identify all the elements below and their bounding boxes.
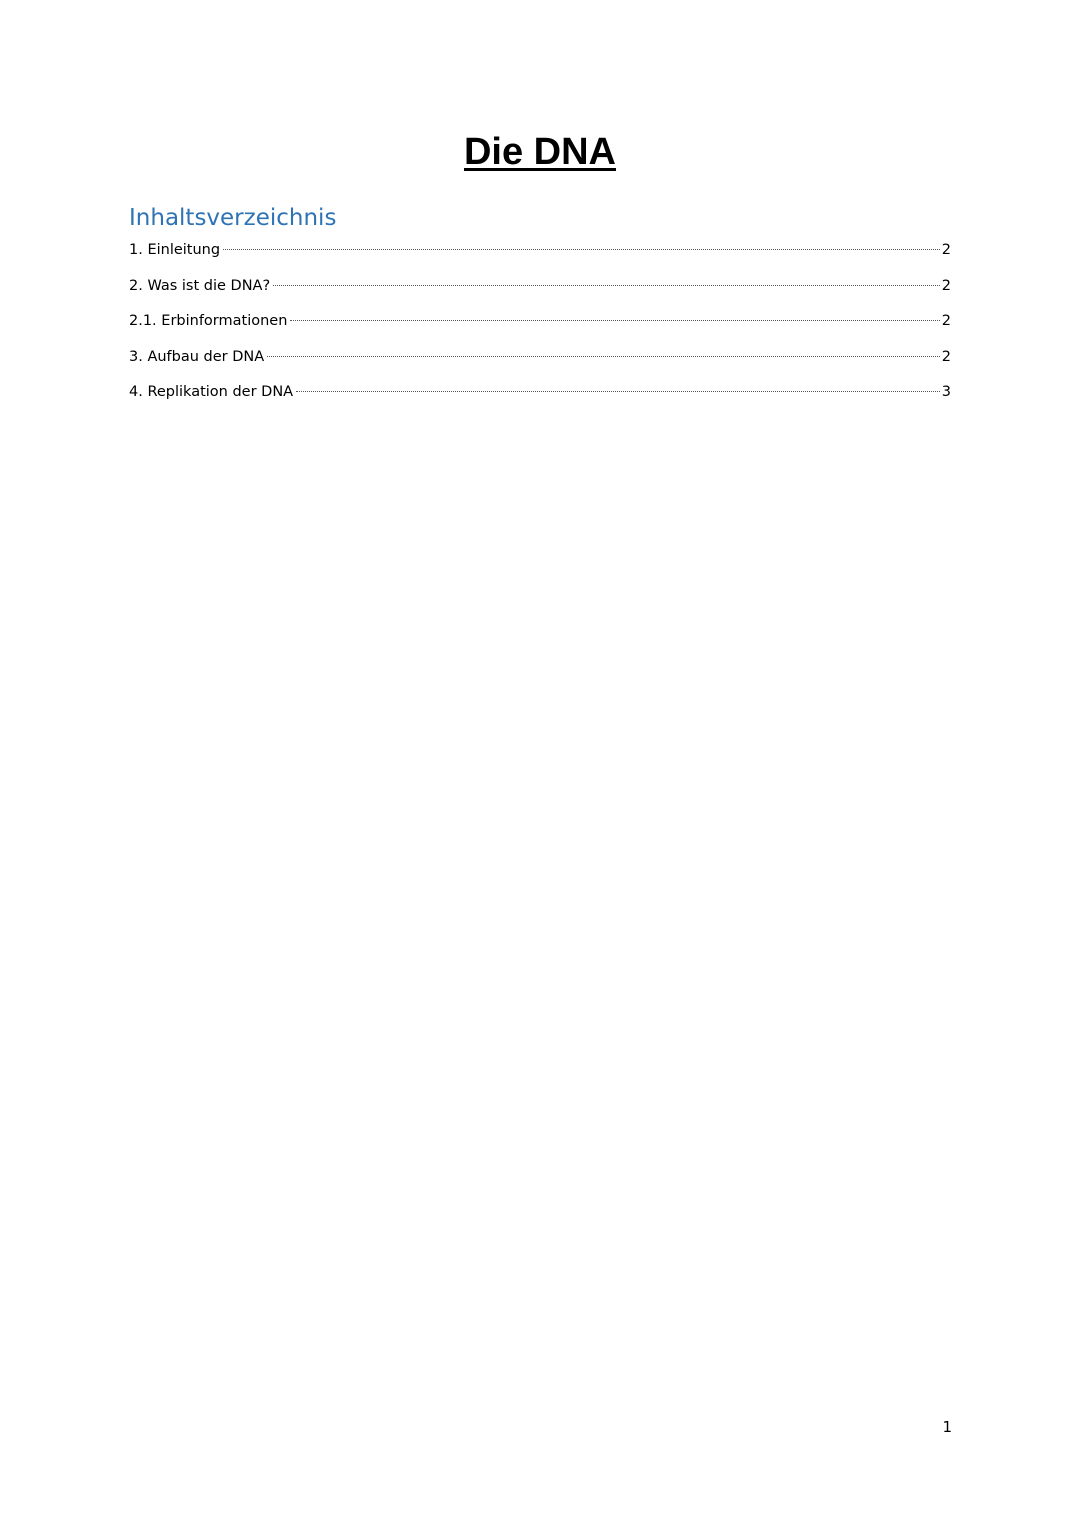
toc-dot-leader	[223, 249, 940, 250]
toc-entry-aufbau-der-dna[interactable]	[129, 345, 951, 381]
toc-entry-page: 2	[941, 277, 951, 294]
toc-entry-einleitung[interactable]	[129, 238, 951, 274]
page-number: 1	[942, 1418, 952, 1436]
toc-entry-label: 2.1. Erbinformationen	[129, 313, 288, 329]
toc-entry-label: 2. Was ist die DNA?	[129, 277, 271, 294]
toc-entry-replikation-der-dna[interactable]	[129, 380, 951, 416]
toc-entry-page: 3	[941, 384, 951, 400]
toc-heading: Inhaltsverzeichnis	[129, 205, 337, 231]
toc-dot-leader	[273, 285, 940, 286]
toc-entry-label: 4. Replikation der DNA	[129, 384, 294, 400]
toc-entry-page: 2	[941, 242, 951, 258]
toc-dot-leader	[296, 391, 940, 392]
document-title	[0, 128, 1080, 176]
toc-entry-was-ist-die-dna[interactable]	[129, 274, 951, 310]
toc-entry-erbinformationen[interactable]	[129, 309, 951, 345]
toc-dot-leader	[267, 356, 940, 357]
toc-entry-page: 2	[941, 313, 951, 329]
toc-dot-leader	[290, 320, 939, 321]
toc-entry-label: 1. Einleitung	[129, 242, 221, 258]
table-of-contents	[129, 238, 951, 416]
toc-entry-page: 2	[941, 348, 951, 365]
document-title-text: Die DNA	[463, 131, 617, 173]
toc-entry-label: 3. Aufbau der DNA	[129, 348, 265, 365]
